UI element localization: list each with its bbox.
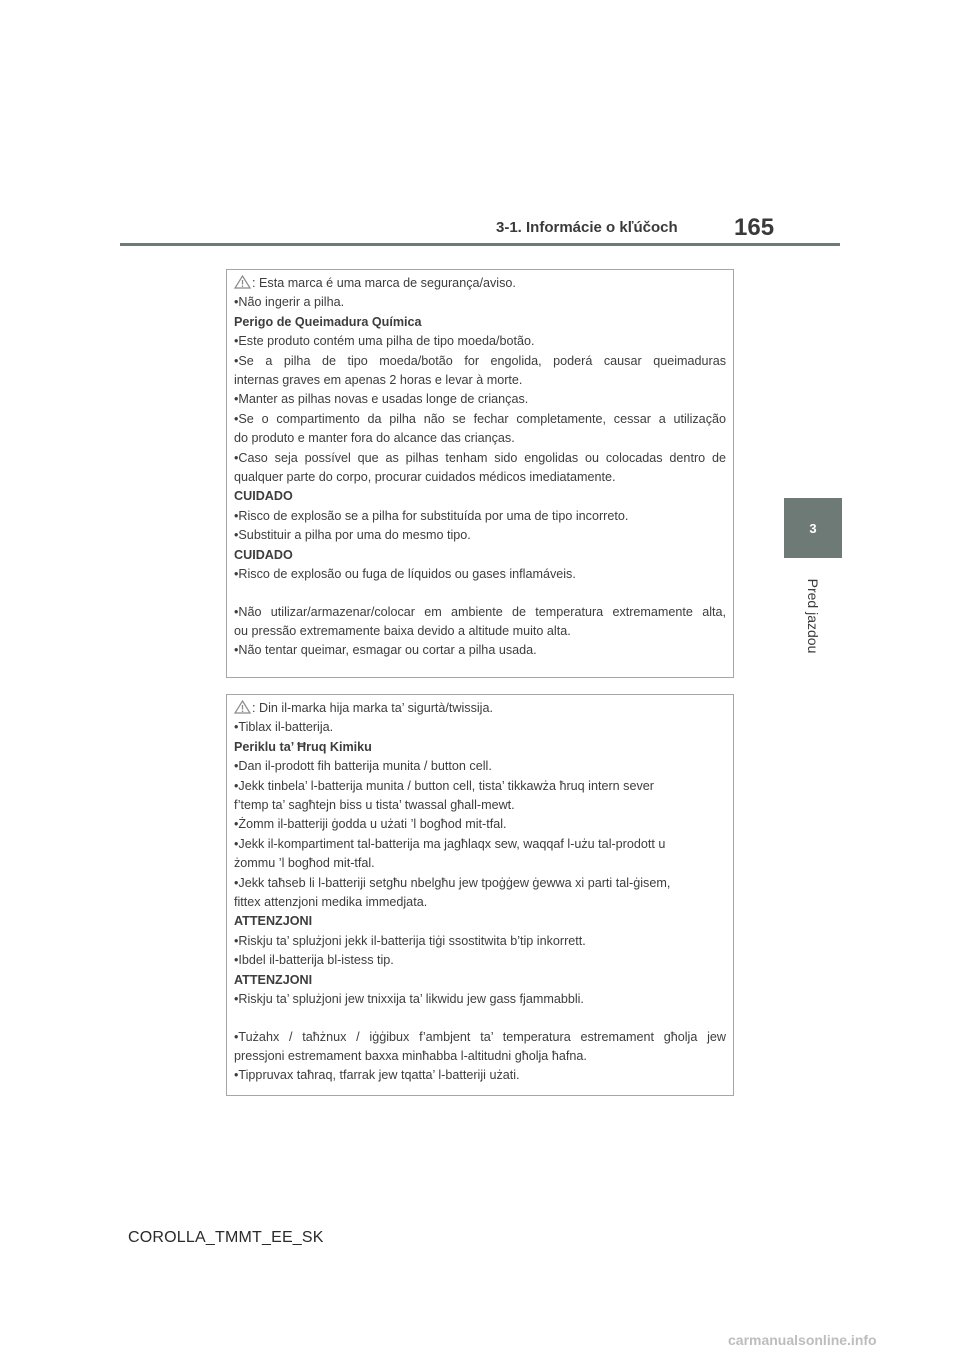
warning-line: •Riskju ta’ splużjoni jew tnixxija ta’ likwidu jew gass fjammabbli. — [234, 992, 584, 1007]
warning-heading: ATTENZJONI — [234, 914, 313, 929]
watermark: carmanualsonline.info — [728, 1332, 877, 1348]
warning-line: •Ibdel il-batterija bl-istess tip. — [234, 953, 394, 968]
warning-line: •Tiblax il-batterija. — [234, 720, 334, 735]
warning-line: do produto e manter fora do alcance das crianças. — [234, 431, 515, 446]
warning-line: •Risco de explosão ou fuga de líquidos ou gases inflamáveis. — [234, 567, 576, 582]
warning-box-maltese — [226, 694, 734, 1096]
page-number: 165 — [734, 214, 775, 241]
warning-line: ou pressão extremamente baixa devido a altitude muito alta. — [234, 623, 571, 638]
warning-line: •Substituir a pilha por uma do mesmo tipo. — [234, 528, 471, 543]
warning-line: f’temp ta’ sagħtejn biss u tista’ twassal għall-mewt. — [234, 798, 515, 813]
warning-line: •Tippruvax taħraq, tfarrak jew tqatta’ l-batteriji użati. — [234, 1068, 520, 1083]
section-title: 3-1. Informácie o kľúčoch — [496, 219, 678, 236]
warning-line: •Este produto contém uma pilha de tipo moeda/botão. — [234, 334, 535, 349]
warning-line: •Não ingerir a pilha. — [234, 295, 345, 310]
warning-line: •Jekk tinbela’ l-batterija munita / button cell, tista’ tikkawża ħruq intern sever — [234, 778, 654, 793]
warning-line: •Żomm il-batteriji ġodda u użati ’l bogħod mit-tfal. — [234, 817, 507, 832]
warning-line: •Não utilizar/armazenar/colocar em ambiente de temperatura extremamente alta, — [234, 604, 726, 619]
warning-line: fittex attenzjoni medika immedjata. — [234, 895, 428, 910]
warning-line — [234, 699, 726, 718]
warning-line: żommu ’l bogħod mit-tfal. — [234, 856, 375, 871]
chapter-number: 3 — [809, 520, 817, 536]
warning-line: internas graves em apenas 2 horas e levar à morte. — [234, 373, 523, 388]
warning-line: qualquer parte do corpo, procurar cuidados médicos imediatamente. — [234, 470, 616, 485]
warning-line: •Tużahx / taħżnux / iġġibux f’ambjent ta’ temperatura estremament għolja jew — [234, 1029, 726, 1044]
warning-line: •Dan il-prodott fih batterija munita / button cell. — [234, 759, 492, 774]
chapter-tab — [784, 498, 842, 558]
warning-heading: ATTENZJONI — [234, 972, 313, 987]
warning-triangle-icon — [234, 275, 251, 289]
warning-heading: Periklu ta’ Ħruq Kimiku — [234, 739, 372, 754]
warning-line: •Risco de explosão se a pilha for substituída por uma de tipo incorreto. — [234, 508, 629, 523]
warning-heading: CUIDADO — [234, 547, 293, 562]
header-divider — [120, 243, 840, 246]
warning-line-text: : Din il-marka hija marka ta’ sigurtà/twissija. — [252, 701, 493, 715]
warning-line: •Se o compartimento da pilha não se fechar completamente, cessar a utilização — [234, 411, 726, 426]
warning-line — [234, 274, 726, 293]
warning-line: •Caso seja possível que as pilhas tenham sido engolidas ou colocadas dentro de — [234, 450, 726, 465]
document-code: COROLLA_TMMT_EE_SK — [128, 1229, 324, 1246]
warning-heading: CUIDADO — [234, 489, 293, 504]
warning-line: •Riskju ta’ splużjoni jekk il-batterija tiġi ssostitwita b’tip inkorrett. — [234, 933, 586, 948]
chapter-label: Pred jazdou — [805, 578, 821, 654]
warning-line: •Jekk il-kompartiment tal-batterija ma jagħlaqx sew, waqqaf l-użu tal-prodott u — [234, 836, 666, 851]
warning-triangle-icon — [234, 700, 251, 714]
warning-line: •Se a pilha de tipo moeda/botão for engolida, poderá causar queimaduras — [234, 353, 726, 368]
warning-line: •Manter as pilhas novas e usadas longe de crianças. — [234, 392, 529, 407]
warning-line: •Não tentar queimar, esmagar ou cortar a pilha usada. — [234, 643, 537, 658]
warning-box-portuguese — [226, 269, 734, 678]
warning-line-text: : Esta marca é uma marca de segurança/aviso. — [252, 276, 516, 290]
warning-line: •Jekk taħseb li l-batteriji setgħu nbelgħu jew tpoġġew ġewwa xi parti tal-ġisem, — [234, 875, 671, 890]
warning-heading: Perigo de Queimadura Química — [234, 314, 422, 329]
warning-line: pressjoni estremament baxxa minħabba l-altitudni għolja ħafna. — [234, 1048, 587, 1063]
